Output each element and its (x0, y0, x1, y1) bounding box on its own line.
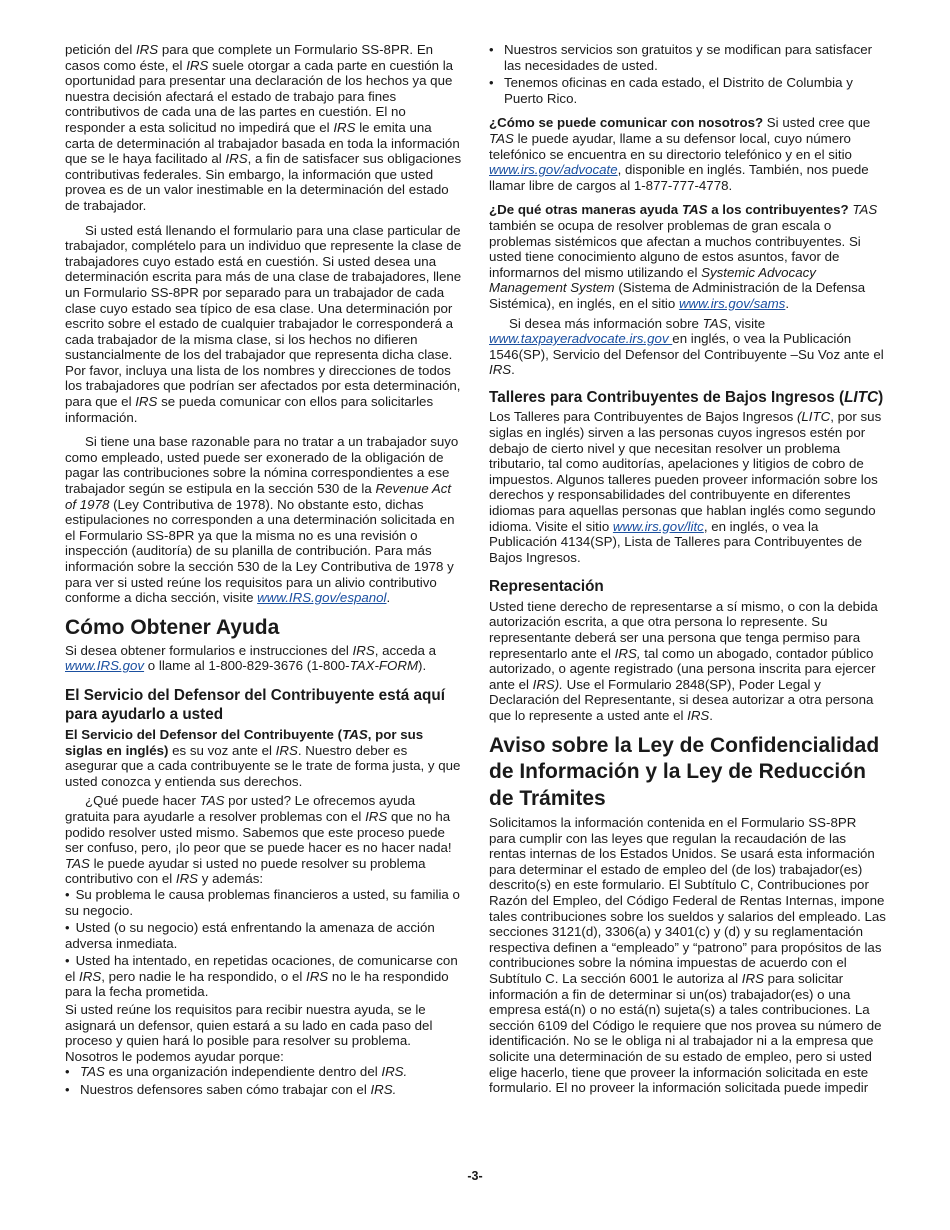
paragraph-ss8pr-request (65, 42, 463, 214)
text-run: Nuestros servicios son gratuitos y se modifican para satisfacer las necesidades de usted. (504, 42, 873, 73)
list-item (489, 75, 886, 106)
text-run: Systemic Advocacy Management System (489, 264, 816, 296)
text-run: ¿Qué puede hacer (85, 793, 200, 809)
bullet-icon: • (65, 886, 70, 902)
text-run: Si usted reúne los requisitos para recibir nuestra ayuda, se le asignará un defensor, quien estará a su lado en cada paso del proceso y quien hará lo posible para resolver su problema. Nosotros le podemos ayudar porque: (65, 1002, 433, 1064)
text-run: IRS). (532, 676, 563, 692)
paragraph-tas-more-info (489, 316, 886, 378)
text-run: Solicitamos la información contenida en el Formulario SS-8PR para cumplir con las leyes que regulan la recaudación de las rentas internas de los Estados Unidos. Se usará esta información para determinar el estado de empleo del (de los) trabajador(es) descrito(s) en este formulario. El Subtítulo C, Contribuciones por Razón del Empleo, del Código Federal de Rentas Internas, impone tales contribuciones sobre los sueldos y salarios del empleado. Las secciones 3121(d), 3306(a) y 3401(c) y (d) y su reglamentación respectiva definen a “empleado” y “patrono” para propósitos de las contribuciones sobre la nómina impuestas de acuerdo con el Subtítulo C. La sección 6001 le autoriza al (489, 815, 886, 986)
text-run: Usted ha intentado, en repetidas ocaciones, de comunicarse con el (65, 953, 458, 984)
bullet-icon: • (65, 1064, 70, 1080)
list-item-text (65, 953, 458, 999)
text-run: se pueda comunicar con ellos para solicitarles información. (65, 394, 434, 425)
text-run: ¿Cómo se puede comunicar con nosotros? (489, 115, 764, 131)
text-run: IRS (175, 871, 199, 887)
list-item (65, 920, 463, 951)
heading-como-obtener-ayuda: Cómo Obtener Ayuda (65, 615, 280, 639)
list-item-text (65, 920, 435, 951)
text-run: IRS (225, 151, 248, 167)
text-run: IRS (333, 119, 356, 135)
text-run: TAS (702, 315, 728, 331)
paragraph-representation (489, 599, 886, 724)
heading-privacy-act-notice: Aviso sobre la Ley de Confidencialidad de Información y la Ley de Reducción de Trámites (489, 733, 880, 810)
bullet-icon: • (489, 42, 494, 57)
paragraph-section-530 (65, 434, 463, 606)
web-link[interactable]: www.irs.gov/advocate (489, 162, 618, 178)
text-run: IRS (306, 968, 329, 984)
list-item-text (80, 1064, 407, 1079)
text-run: IRS (135, 42, 159, 57)
text-run: TAX-FORM (349, 658, 419, 674)
text-run: IRS (352, 642, 375, 658)
bullet-icon: • (65, 953, 70, 969)
text-run: Tenemos oficinas en cada estado, el Distrito de Columbia y Puerto Rico. (504, 75, 853, 106)
text-run: IRS (135, 394, 158, 410)
text-run: le puede ayudar si usted no puede resolver su problema contributivo con el (65, 855, 426, 887)
text-run: no le ha respondido para la fecha prometida. (65, 968, 449, 1000)
paragraph-systemic-advocacy (489, 202, 886, 311)
paragraph-litc (489, 409, 886, 565)
text-run: por usted? Le ofrecemos ayuda gratuita para ayudarle a resolver problemas con el (65, 793, 416, 824)
heading-litc-close: ) (878, 388, 884, 406)
text-run: TAS (342, 726, 368, 742)
paragraph-privacy-notice (489, 815, 886, 1096)
text-run: (Sistema de Administración de la Defensa Sistémica), en inglés, en el sitio (489, 280, 866, 311)
list-item-text (65, 887, 460, 918)
text-run: ¿De qué otras maneras ayuda (489, 202, 682, 218)
list-item-text (80, 1082, 396, 1097)
heading-taxpayer-advocate: El Servicio del Defensor del Contribuyente está aquí para ayudarlo a usted (65, 686, 445, 724)
text-run: en inglés, o vea la Publicación 1546(SP), Servicio del Defensor del Contribuyente –Su Voz ante el (489, 331, 884, 362)
paragraph-tas-what (65, 793, 463, 887)
bullet-icon: • (65, 920, 70, 936)
list-item (65, 1064, 463, 1080)
list-item (65, 887, 463, 918)
text-run: IRS. (381, 1064, 408, 1080)
list-item (65, 953, 463, 1000)
text-run: , pero nadie le ha respondido, o el (101, 968, 306, 984)
text-run: Su problema le causa problemas financieros a usted, su familia o su negocio. (65, 886, 460, 918)
web-link[interactable]: www.taxpayeradvocate.irs.gov (489, 331, 673, 347)
text-run: , acceda a (374, 642, 437, 658)
paragraph-advocate-assigned (65, 1002, 463, 1064)
text-run: Usted (o su negocio) está enfrentando la amenaza de acción adversa inmediata. (65, 920, 435, 951)
text-run: . Nuestro deber es asegurar que a cada contribuyente se le trate de forma justa, y que usted conozca y entienda sus derechos. (65, 742, 461, 789)
text-run: petición del (65, 42, 136, 57)
text-run: , por sus siglas en inglés) (65, 726, 424, 758)
page-number: -3- (467, 1169, 483, 1183)
text-run: Usted tiene derecho de representarse a sí mismo, o con la debida autorización escrita, a que otra persona lo represente. Su representante deberá ser una persona que tenga permiso para representarlo ante el (489, 598, 878, 661)
web-link[interactable]: www.irs.gov/litc (612, 518, 704, 534)
heading-litc (489, 388, 886, 408)
text-run: . (709, 707, 713, 723)
web-link[interactable]: www.IRS.gov (65, 658, 145, 674)
text-run: y además: (198, 871, 264, 887)
heading-representacion: Representación (489, 578, 604, 596)
text-run: también se ocupa de resolver problemas de gran escala o problemas sistémicos que afectan a muchos contribuyentes. Si usted tiene conocimiento alguno de estos asuntos, favor de informarnos del mismo utilizando el (489, 217, 861, 280)
text-run: IRS (365, 808, 388, 824)
text-run: TAS (489, 130, 514, 146)
text-run: . (386, 590, 391, 606)
text-run: le puede ayudar, llame a su defensor local, cuyo número telefónico se encuentra en su directorio telefónico y en el sitio (489, 130, 852, 162)
paragraph-forms-instructions (65, 643, 463, 674)
text-run: Use el Formulario 2848(SP), Poder Legal y Declaración del Representante, si desea autorizar a otra persona que lo represente a usted ante el (489, 676, 874, 723)
text-run: IRS (79, 968, 102, 984)
heading-litc-abbr: LITC (844, 388, 879, 406)
text-run: IRS (275, 742, 298, 758)
text-run: . (511, 362, 515, 378)
text-run: le emita una carta de determinación al trabajador basada en toda la información que se le haya facilitado al (65, 119, 460, 167)
heading-litc-text: Talleres para Contribuyentes de Bajos Ingresos ( (489, 388, 845, 406)
text-run: TAS (65, 855, 90, 871)
text-run: (LITC (796, 409, 831, 425)
text-run: IRS (687, 707, 710, 723)
text-run: Si usted cree que (763, 115, 871, 131)
text-run: . (785, 295, 790, 311)
right-column (489, 42, 886, 1105)
text-run: , a fin de satisfacer sus obligaciones contributivas federales. Sin embargo, la información que usted provea es de un valor inestimable en la determinación del estado de trabajador. (65, 151, 462, 213)
list-item-text (504, 42, 872, 73)
bullet-icon: • (65, 1082, 70, 1098)
text-run: para que complete un Formulario SS-8PR. En casos como éste, el (65, 42, 434, 73)
text-run: que no ha podido resolver usted mismo. Sabemos que este proceso puede ser confuso, pero, ¡lo peor que se puede hacer es no hacer nada! (65, 808, 452, 856)
text-run: Si tiene una base razonable para no tratar a un trabajador suyo como empleado, usted puede ser exonerado de la obligación de pagar las contribuciones sobre la nómina correspondientes a ese trabajador según se estipula en la sección 530 de la (65, 434, 459, 497)
text-run: , disponible en inglés. También, nos puede llamar libre de cargos al 1-877-777-4778. (489, 162, 869, 193)
text-run: IRS. (370, 1082, 397, 1098)
text-run: Si usted está llenando el formulario para una clase particular de trabajador, complételo para un individuo que represente la clase de trabajadores cuyo estado está en cuestión. Si usted desea una determinación escrita para más de una clase de trabajadores, llene un Formulario SS-8PR por separado para un trabajador de cada clase cuyo estado sea típico de esa clase. Una determinación por escrito sobre el estado de cualquier trabajador le corresponderá a cada trabajador de la misma clase, si los hechos no difieren sustancialmente de los del trabajador que representa dicha clase. Por favor, incluya una lista de los nombres y direcciones de todos los trabajadores que podrían ser afectados por esta determinación, para que el (65, 222, 462, 410)
text-run: Nuestros defensores saben cómo trabajar con el (80, 1082, 371, 1098)
text-run: IRS (741, 971, 764, 986)
paragraph-worker-class (65, 223, 463, 426)
text-run: IRS, (614, 645, 641, 661)
web-link[interactable]: www.IRS.gov/espanol (257, 590, 387, 606)
text-run: (Ley Contributiva de 1978). No obstante esto, dichas estipulaciones no corresponden a una determinación solicitada en el Formulario SS-8PR ya que la misma no es una revisión o inspección (auditoría) de su planilla de contribución. Para más información sobre la sección 530 de la Ley Contributiva de 1978 y para ver si usted reúne los requisitos para un alivio contributivo conforme a dicha sección, visite (65, 496, 455, 606)
text-run: Los Talleres para Contribuyentes de Bajos Ingresos (489, 409, 797, 425)
text-run: ). (418, 658, 427, 674)
text-run: , en inglés, o vea la Publicación 4134(SP), Lista de Talleres para Contribuyentes de Bajos Ingresos. (489, 518, 863, 565)
list-item-text (504, 75, 853, 106)
list-item (489, 42, 886, 73)
paragraph-how-to-contact (489, 115, 886, 193)
text-run: El Servicio del Defensor del Contribuyente ( (65, 726, 343, 742)
text-run: IRS (489, 362, 512, 378)
text-run: para solicitar información a fin de determinar si un(os) trabajador(es) o una empresa está(n) o no está(n) sujeta(s) a tales contribuciones. La sección 6109 del Código le requiere que nos provea su número de identificación. No se le obliga ni al trabajador ni a la empresa que solicite una determinación de su estado de empleo, pero si usted elige hacerlo, tiene que proveer la información solicitada en este formulario. El no proveer la información solicitada puede impedir (489, 971, 882, 1096)
paragraph-tas-intro (65, 727, 463, 789)
bullet-icon: • (489, 75, 494, 91)
text-run: suele otorgar a cada parte en cuestión la oportunidad para presentar una declaración de los hechos ya que nuestra decisión afectará el estado de trabajo para fines contributivos de cada una de las partes en cuestión. El no responder a esta solicitud no impedirá que el (65, 57, 454, 135)
left-column (65, 42, 463, 1100)
text-run: es una organización independiente dentro del (104, 1064, 382, 1080)
text-run: tal como un abogado, contador público autorizado, o agente registrado (una persona inscrita para ejercer ante el (489, 645, 876, 692)
text-run: o llame al 1-800-829-3676 (1-800- (144, 658, 350, 674)
text-run: TAS (80, 1064, 105, 1080)
list-item (65, 1082, 463, 1098)
text-run: TAS (681, 202, 708, 218)
web-link[interactable]: www.irs.gov/sams (678, 295, 786, 311)
text-run: Si desea obtener formularios e instrucciones del (65, 642, 353, 658)
text-run: Revenue Act of 1978 (65, 481, 452, 512)
text-run: es su voz ante el (168, 742, 276, 758)
text-run: Si desea más información sobre (509, 315, 703, 331)
text-run: , visite (727, 315, 766, 331)
text-run: a los contribuyentes? (707, 202, 849, 218)
text-run: TAS (852, 202, 878, 218)
text-run: TAS (199, 793, 225, 809)
text-run: IRS (186, 57, 209, 73)
text-run: , por sus siglas en inglés) sirven a las personas cuyos ingresos estén por debajo de cierto nivel y que necesitan resolver un problema tributario, tal como auditorías, apelaciones y litigios de cobro de impuestos. Algunos talleres pueden proveer información sobre los derechos y responsabilidades del contribuyente en diferentes idiomas para aquellas personas que hablan inglés como segundo idioma. Visite el sitio (489, 409, 882, 534)
